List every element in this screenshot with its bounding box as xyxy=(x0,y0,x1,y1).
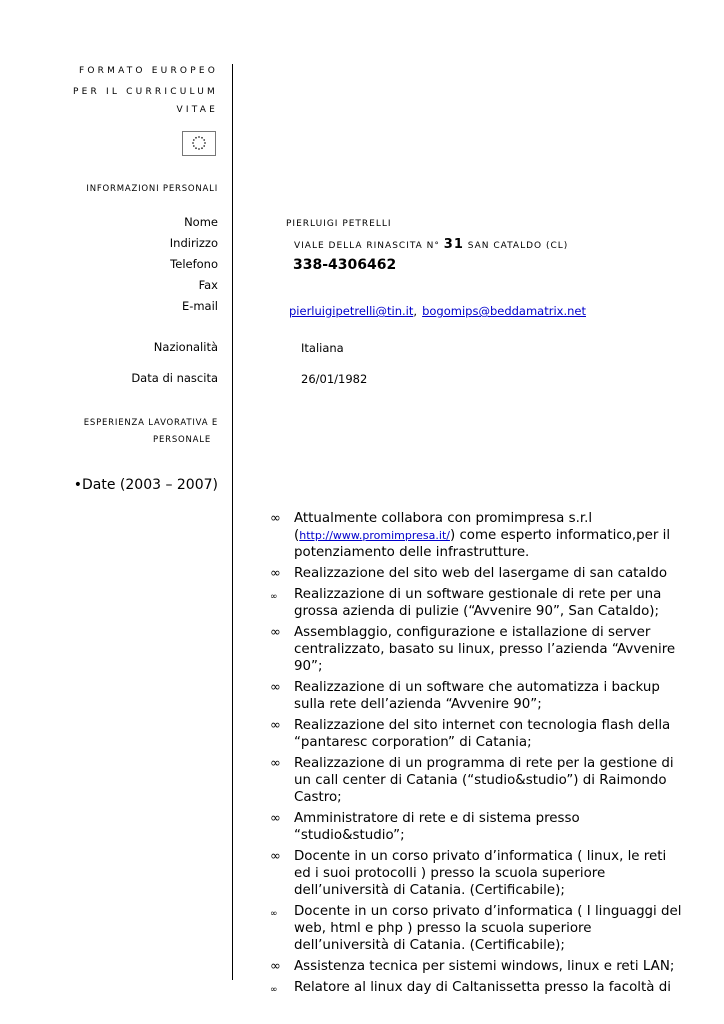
cv-title-line2: PER IL CURRICULUM xyxy=(73,87,218,97)
address-number: 31 xyxy=(443,237,464,252)
list-item xyxy=(270,979,684,996)
eu-stars-icon xyxy=(183,132,215,155)
list-item xyxy=(270,624,684,675)
infinity-bullet-icon: ∞ xyxy=(270,718,281,733)
list-item xyxy=(270,510,684,561)
value-nome: PIERLUIGI PETRELLI xyxy=(286,219,392,229)
list-item xyxy=(270,586,684,620)
experience-heading-line2: PERSONALE xyxy=(153,435,211,445)
item-text: Realizzazione di un programma di rete per la gestione di un call center di Catania (“studio&studio”) di Raimondo Castro; xyxy=(294,756,674,805)
address-close: ) xyxy=(563,241,569,251)
item-text-cont: ) come esperto informatico,per il potenziamento delle infrastrutture. xyxy=(294,528,671,560)
infinity-bullet-icon: ∞ xyxy=(270,959,281,974)
list-item xyxy=(270,679,684,713)
item-text: Amministratore di rete e di sistema presso “studio&studio”; xyxy=(294,811,580,843)
item-text: Docente in un corso privato d’informatica ( I linguaggi del web, html e php ) presso la scuola superiore dell’università di Catania. (Certificabile); xyxy=(294,904,682,953)
item-text: Assistenza tecnica per sistemi windows, linux e reti LAN; xyxy=(294,959,675,974)
label-telefono: Telefono xyxy=(170,257,218,271)
value-indirizzo xyxy=(294,237,568,252)
item-paren: ( xyxy=(294,528,300,543)
experience-heading-line1: ESPERIENZA LAVORATIVA E xyxy=(83,418,218,428)
infinity-bullet-icon: ∞ xyxy=(270,680,281,695)
item-text: Realizzazione del sito web del lasergame di san cataldo xyxy=(294,566,668,581)
list-item xyxy=(270,810,684,844)
item-text: Attualmente collabora con promimpresa s.r.l xyxy=(294,511,593,526)
infinity-bullet-icon: ∞ xyxy=(270,985,278,995)
item-text: Assemblaggio, configurazione e istallazione di server centralizzato, basato su linux, presso l’azienda “Avvenire 90”; xyxy=(294,625,676,674)
eu-flag-logo xyxy=(182,131,216,156)
item-text: Realizzazione di un software che automatizza i backup sulla rete dell’azienda “Avvenire 90”; xyxy=(294,680,660,712)
cv-title-line3: VITAE xyxy=(176,105,218,115)
list-item xyxy=(270,717,684,751)
infinity-bullet-icon: ∞ xyxy=(270,625,281,640)
infinity-bullet-icon: ∞ xyxy=(270,811,281,826)
email-link-2[interactable]: bogomips@beddamatrix.net xyxy=(422,304,586,318)
item-text: Docente in un corso privato d’informatica ( linux, le reti ed i suoi protocolli ) presso la scuola superiore dell’università di Catania. (Certificabile); xyxy=(294,849,667,898)
label-data-nascita: Data di nascita xyxy=(131,371,218,385)
item-text: Realizzazione di un software gestionale di rete per una grossa azienda di pulizie (“Avvenire 90”, San Cataldo); xyxy=(294,587,662,619)
infinity-bullet-icon: ∞ xyxy=(270,849,281,864)
experience-date-label: Date (2003 – 2007) xyxy=(82,477,218,493)
label-fax: Fax xyxy=(198,278,218,292)
infinity-bullet-icon: ∞ xyxy=(270,756,281,771)
list-item xyxy=(270,848,684,899)
address-province: CL xyxy=(550,241,564,251)
value-telefono: 338-4306462 xyxy=(293,257,397,273)
address-street: VIALE DELLA RINASCITA N° xyxy=(294,241,440,251)
label-email: E-mail xyxy=(181,299,218,313)
cv-title-line1: FORMATO EUROPEO xyxy=(79,66,218,76)
column-divider xyxy=(232,64,233,980)
item-text: Relatore al linux day di Caltanissetta presso la facoltà di xyxy=(294,980,671,995)
value-nazionalita: Italiana xyxy=(301,341,344,355)
experience-list xyxy=(270,510,684,1000)
list-item xyxy=(270,903,684,954)
personal-info-heading: INFORMAZIONI PERSONALI xyxy=(86,184,218,194)
email-link-1[interactable]: pierluigipetrelli@tin.it xyxy=(289,304,414,318)
label-indirizzo: Indirizzo xyxy=(169,236,218,250)
bullet-dot-icon: • xyxy=(73,477,82,493)
item-text: Realizzazione del sito internet con tecnologia flash della “pantaresc corporation” di Catania; xyxy=(294,718,671,750)
infinity-bullet-icon: ∞ xyxy=(270,566,281,581)
infinity-bullet-icon: ∞ xyxy=(270,592,278,602)
infinity-bullet-icon: ∞ xyxy=(270,909,278,919)
list-item xyxy=(270,565,684,582)
list-item xyxy=(270,755,684,806)
list-item xyxy=(270,958,684,975)
experience-date xyxy=(74,477,218,493)
value-email xyxy=(289,300,586,319)
promimpresa-link[interactable]: http://www.promimpresa.it/ xyxy=(299,529,450,542)
address-city: SAN CATALDO ( xyxy=(467,241,551,251)
infinity-bullet-icon: ∞ xyxy=(270,511,281,526)
email-separator: , xyxy=(413,304,417,318)
label-nazionalita: Nazionalità xyxy=(153,340,218,354)
value-data-nascita: 26/01/1982 xyxy=(301,372,368,386)
label-nome: Nome xyxy=(184,215,218,229)
